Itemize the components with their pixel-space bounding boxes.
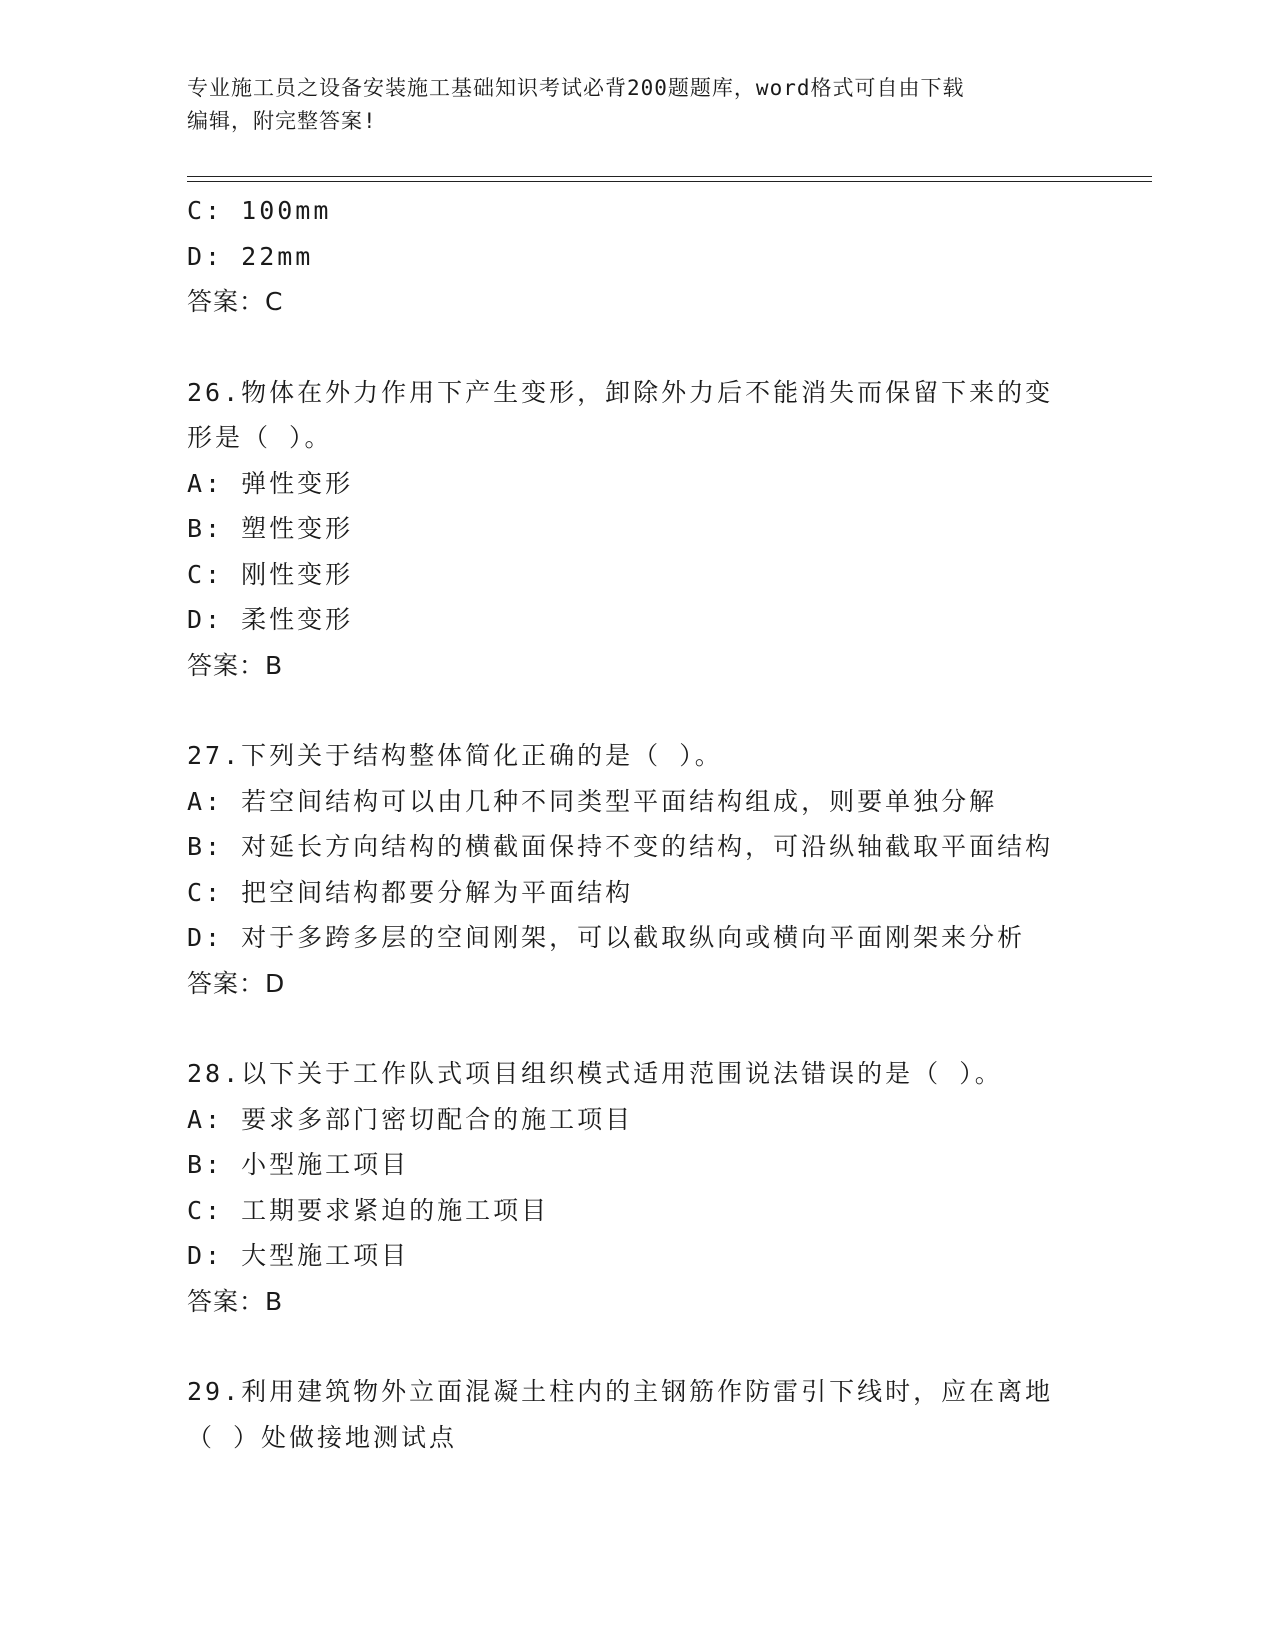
question-spacer (187, 1324, 1087, 1369)
question-stem-continued: 形是（ ）。 (187, 423, 333, 452)
question-stem-continued: （ ）处做接地测试点 (187, 1422, 458, 1452)
option-b: B: 小型施工项目 (187, 1150, 410, 1179)
question-stem: 29.利用建筑物外立面混凝土柱内的主钢筋作防雷引下线时，应在离地 (187, 1377, 1054, 1406)
question-27 (187, 733, 1087, 1006)
question-29 (187, 1369, 1087, 1460)
option-b: B: 塑性变形 (187, 514, 354, 543)
option-d: D: 柔性变形 (187, 605, 354, 634)
question-list (187, 188, 1087, 1460)
option-d: D: 对于多跨多层的空间刚架，可以截取纵向或横向平面刚架来分析 (187, 923, 1026, 952)
option-a: A: 弹性变形 (187, 468, 354, 498)
question-28 (187, 1051, 1087, 1324)
option-c: C: 100mm (187, 196, 332, 225)
question-spacer (187, 688, 1087, 733)
option-d: D: 22mm (187, 241, 314, 271)
option-c: C: 工期要求紧迫的施工项目 (187, 1195, 550, 1225)
question-stem: 27.下列关于结构整体简化正确的是（ ）。 (187, 741, 723, 770)
option-c: C: 刚性变形 (187, 559, 354, 589)
option-a: A: 若空间结构可以由几种不同类型平面结构组成，则要单独分解 (187, 786, 998, 816)
document-header (187, 72, 1087, 138)
answer-label: 答案：B (187, 650, 284, 680)
answer-label: 答案：C (187, 287, 284, 316)
header-title-line-1: 专业施工员之设备安装施工基础知识考试必背200题题库，word格式可自由下载 (187, 76, 965, 100)
header-divider-top (187, 176, 1152, 177)
option-d: D: 大型施工项目 (187, 1241, 410, 1270)
header-title-line-2: 编辑，附完整答案! (187, 109, 377, 133)
question-25 (187, 188, 1087, 325)
question-26 (187, 370, 1087, 689)
option-a: A: 要求多部门密切配合的施工项目 (187, 1104, 634, 1134)
question-spacer (187, 1006, 1087, 1051)
question-stem: 26.物体在外力作用下产生变形，卸除外力后不能消失而保留下来的变 (187, 377, 1054, 407)
question-spacer (187, 325, 1087, 370)
answer-label: 答案：D (187, 968, 286, 998)
answer-label: 答案：B (187, 1286, 284, 1316)
header-divider-bottom (187, 181, 1152, 182)
option-b: B: 对延长方向结构的横截面保持不变的结构，可沿纵轴截取平面结构 (187, 832, 1054, 861)
option-c: C: 把空间结构都要分解为平面结构 (187, 877, 634, 907)
question-stem: 28.以下关于工作队式项目组织模式适用范围说法错误的是（ ）。 (187, 1059, 1003, 1088)
